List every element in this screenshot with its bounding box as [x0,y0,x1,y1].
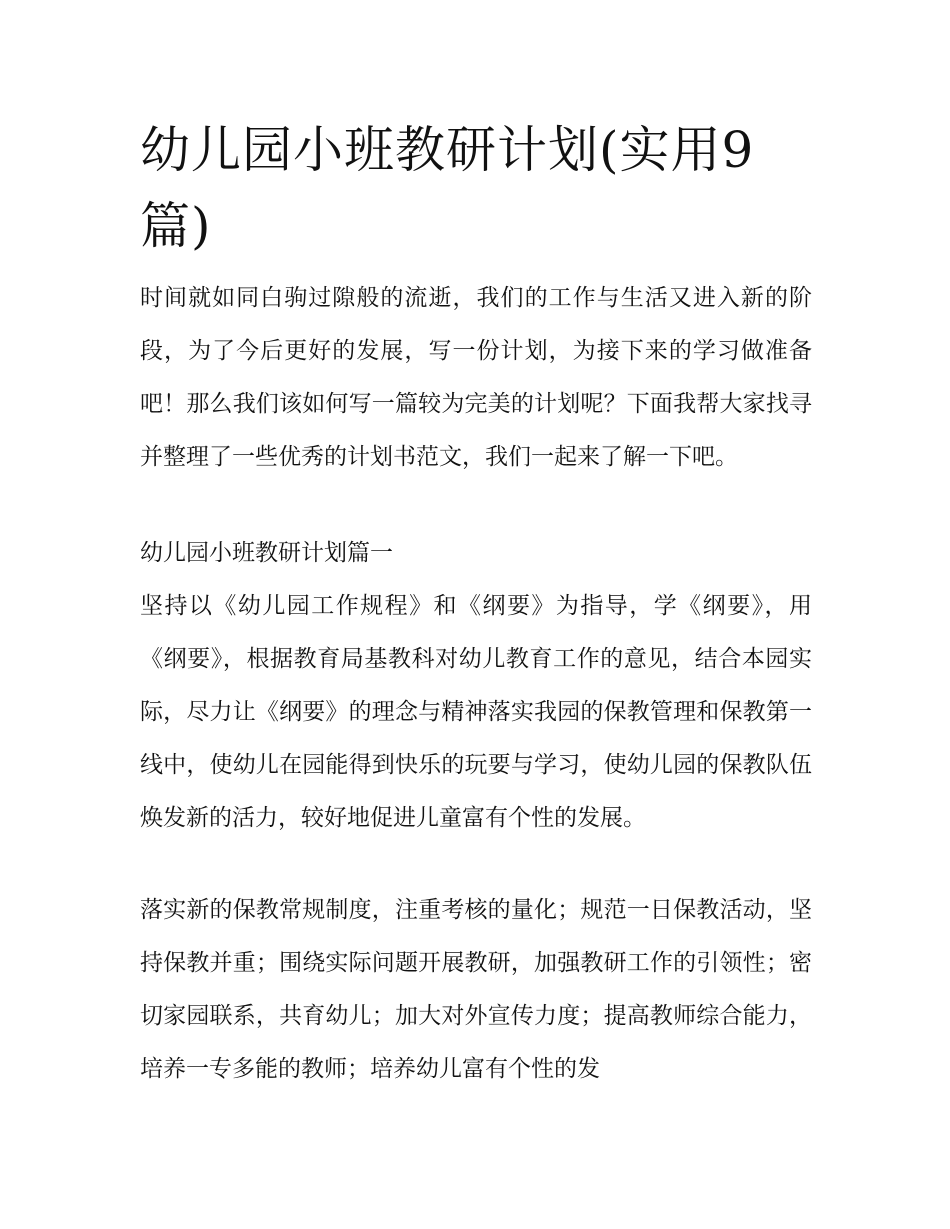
body-paragraph: 落实新的保教常规制度，注重考核的量化；规范一日保教活动，坚持保教并重；围绕实际问题开展教研，加强教研工作的引领性；密切家园联系，共育幼儿；加大对外宣传力度；提高教师综合能力，培养一专多能的教师；培养幼儿富有个性的发 [140,897,812,1082]
body-paragraph: 坚持以《幼儿园工作规程》和《纲要》为指导，学《纲要》，用《纲要》，根据教育局基教科对幼儿教育工作的意见，结合本园实际，尽力让《纲要》的理念与精神落实我园的保教管理和保教第一线中，使幼儿在园能得到快乐的玩要与学习，使幼儿园的保教队伍焕发新的活力，较好地促进儿童富有个性的发展。 [140,593,812,831]
section-heading: 幼儿园小班教研计划篇一 [140,540,393,566]
intro-paragraph: 时间就如同白驹过隙般的流逝，我们的工作与生活又进入新的阶段，为了今后更好的发展，写一份计划，为接下来的学习做准备吧！那么我们该如何写一篇较为完美的计划呢？下面我帮大家找寻并整理了一些优秀的计划书范文，我们一起来了解一下吧。 [140,285,812,470]
document-title: 幼儿园小班教研计划(实用9篇) [140,121,755,255]
